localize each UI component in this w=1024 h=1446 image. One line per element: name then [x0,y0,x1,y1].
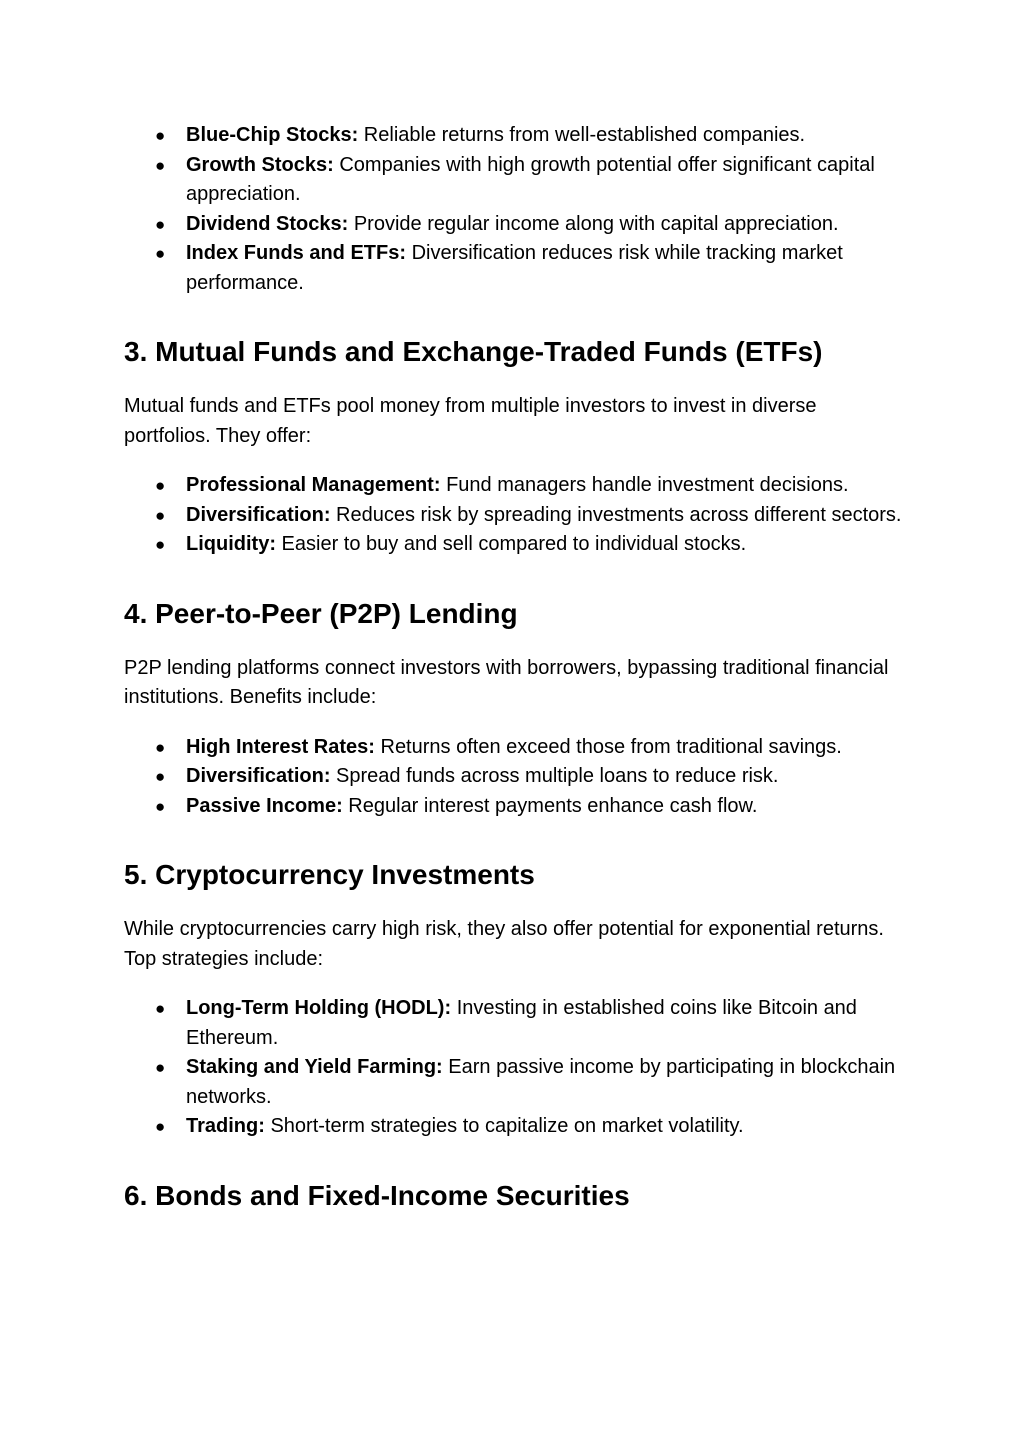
item-term: High Interest Rates: [186,735,375,758]
item-term: Long-Term Holding (HODL): [186,997,452,1019]
section-list [124,471,904,560]
section-heading: 4. Peer-to-Peer (P2P) Lending [124,597,518,629]
list-item [155,121,904,151]
section-intro: Mutual funds and ETFs pool money from multiple investors to invest in diverse portfolios. They offer: [124,395,817,447]
section-heading: 5. Cryptocurrency Investments [124,859,535,890]
item-desc: Provide regular income along with capital appreciation. [348,212,839,235]
list-item [155,762,904,792]
bullet-icon: ● [155,214,166,234]
item-term: Dividend Stocks: [186,212,349,235]
list-item [155,530,904,560]
list-item [155,792,904,822]
bullet-icon: ● [155,535,166,554]
bullet-icon: ● [155,767,166,786]
bullet-icon: ● [155,999,166,1018]
document-page [124,121,904,1216]
item-desc: Regular interest payments enhance cash flow. [342,794,758,817]
list-item [155,994,904,1053]
bullet-icon: ● [155,737,166,757]
list-item [155,1053,904,1112]
item-desc: Short-term strategies to capitalize on market volatility. [264,1115,744,1137]
list-item [155,1112,904,1142]
bullet-icon: ● [155,505,166,525]
list-item [155,151,904,210]
item-term: Professional Management: [186,474,441,496]
bullet-icon: ● [155,1058,166,1077]
item-desc: Diversification reduces risk while tracking market performance. [186,242,843,294]
section-heading: 6. Bonds and Fixed-Income Securities [124,1179,630,1211]
item-desc: Investing in established coins like Bitcoin and Ethereum. [186,997,857,1049]
section-list [124,994,904,1142]
section-heading: 3. Mutual Funds and Exchange-Traded Funds (ETFs) [124,336,823,367]
list-item [155,471,904,501]
section-intro: P2P lending platforms connect investors with borrowers, bypassing traditional financial institutions. Benefits include: [124,656,889,708]
item-term: Liquidity: [186,533,276,555]
bullet-icon: ● [155,796,166,816]
bullet-icon: ● [155,155,166,175]
item-term: Trading: [186,1115,265,1137]
item-term: Passive Income: [186,794,343,817]
bullet-icon: ● [155,126,166,145]
item-desc: Reliable returns from well-established companies. [358,124,806,146]
item-term: Index Funds and ETFs: [186,242,407,264]
item-desc: Reduces risk by spreading investments across different sectors. [330,503,902,526]
item-term: Staking and Yield Farming: [186,1056,443,1078]
item-desc: Easier to buy and sell compared to individual stocks. [275,533,747,555]
bullet-icon: ● [155,244,166,263]
list-item [155,501,904,531]
item-desc: Earn passive income by participating in blockchain networks. [186,1056,896,1108]
item-term: Diversification: [186,503,331,526]
list-item [155,733,904,763]
section-list [124,733,904,822]
list-item [155,210,904,240]
item-desc: Spread funds across multiple loans to reduce risk. [330,765,779,787]
item-desc: Fund managers handle investment decisions. [440,474,849,496]
item-desc: Companies with high growth potential offer significant capital appreciation. [186,153,875,205]
stock-types-list [124,121,904,298]
item-desc: Returns often exceed those from traditional savings. [374,735,842,758]
item-term: Blue-Chip Stocks: [186,124,359,146]
list-item [155,239,904,298]
item-term: Diversification: [186,765,331,787]
item-term: Growth Stocks: [186,153,334,176]
bullet-icon: ● [155,1117,166,1136]
bullet-icon: ● [155,476,166,495]
section-intro: While cryptocurrencies carry high risk, they also offer potential for exponential returns. Top strategies include: [124,918,884,970]
